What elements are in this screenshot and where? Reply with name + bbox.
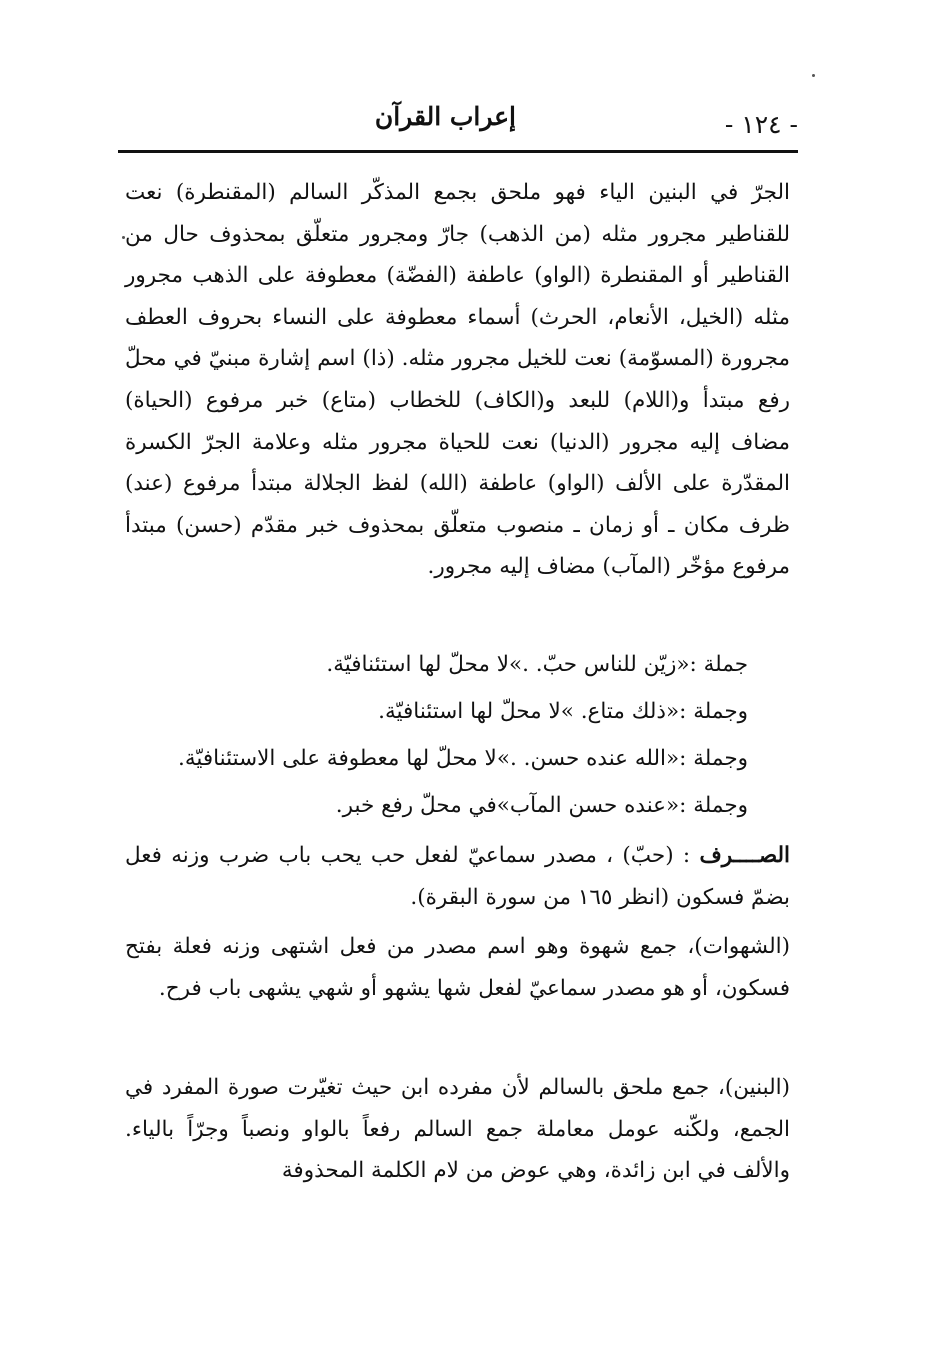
sentences-list <box>128 641 748 829</box>
page-header <box>118 100 798 150</box>
sentence-item: وجملة :«ذلك متاع. »لا محلّ لها استئنافيّة. <box>378 699 748 724</box>
paragraph-banin: (البنين)، جمع ملحق بالسالم لأن مفرده ابن حيث تغيّرت صورة المفرد في الجمع، ولكّنه عومل معاملة جمع السالم رفعاً بالواو ونصباً وجرّاً بالياء. والألف في ابن زائدة، وهي عوض من لام الكلمة المحذوفة <box>125 1075 790 1184</box>
sarf-text: : (حبّ) ، مصدر سماعيّ لفعل حب يحب باب ضرب وزنه فعل بضمّ فسكون (انظر ١٦٥ من سورة البقرة). <box>125 843 790 910</box>
book-title: إعراب القرآن <box>374 102 516 131</box>
scan-speck <box>812 74 815 77</box>
paragraph-irab: الجرّ في البنين الياء فهو ملحق بجمع المذكّر السالم (المقنطرة) نعت للقناطير مجرور مثله (من الذهب) جارّ ومجرور متعلّق بمحذوف حال من القناطير أو المقنطرة (الواو) عاطفة (الفضّة) معطوفة على الذهب مجرور مثله (الخيل، الأنعام، الحرث) أسماء معطوفة على النساء بحروف العطف مجرورة (المسوّمة) نعت للخيل مجرور مثله. (ذا) اسم إشارة مبنيّ في محلّ رفع مبتدأ و(اللام) للبعد و(الكاف) للخطاب (متاع) خبر مرفوع (الحياة) مضاف إليه مجرور (الدنيا) نعت للحياة مجرور مثله وعلامة الجرّ الكسرة المقدّرة على الألف (الواو) عاطفة (الله) لفظ الجلالة مبتدأ مرفوع (عند) ظرف مكان ـ أو زمان ـ منصوب متعلّق بمحذوف خبر مقدّم (حسن) مبتدأ مرفوع مؤخّر (المآب) مضاف إليه مجرور. <box>125 180 790 580</box>
sentence-item: جملة :«زيّن للناس حبّ. .»لا محلّ لها استئنافيّة. <box>326 652 748 677</box>
sentence-item: وجملة :«الله عنده حسن. .»لا محلّ لها معطوفة على الاستئنافيّة. <box>178 746 748 771</box>
paragraph-shahawat: (الشهوات)، جمع شهوة وهو اسم مصدر من فعل اشتهى وزنه فعلة بفتح فسكون، أو هو مصدر سماعيّ لفعل شها يشهو أو شهي يشهى باب فرح. <box>125 934 790 1001</box>
sentence-item: وجملة :«عنده حسن المآب»في محلّ رفع خبر. <box>335 793 748 818</box>
scan-speck <box>122 236 125 239</box>
paragraph-sarf <box>125 835 790 918</box>
page-number: - ١٢٤ - <box>724 110 798 139</box>
sarf-heading: الصــــرف <box>699 843 790 868</box>
header-rule <box>118 150 798 153</box>
